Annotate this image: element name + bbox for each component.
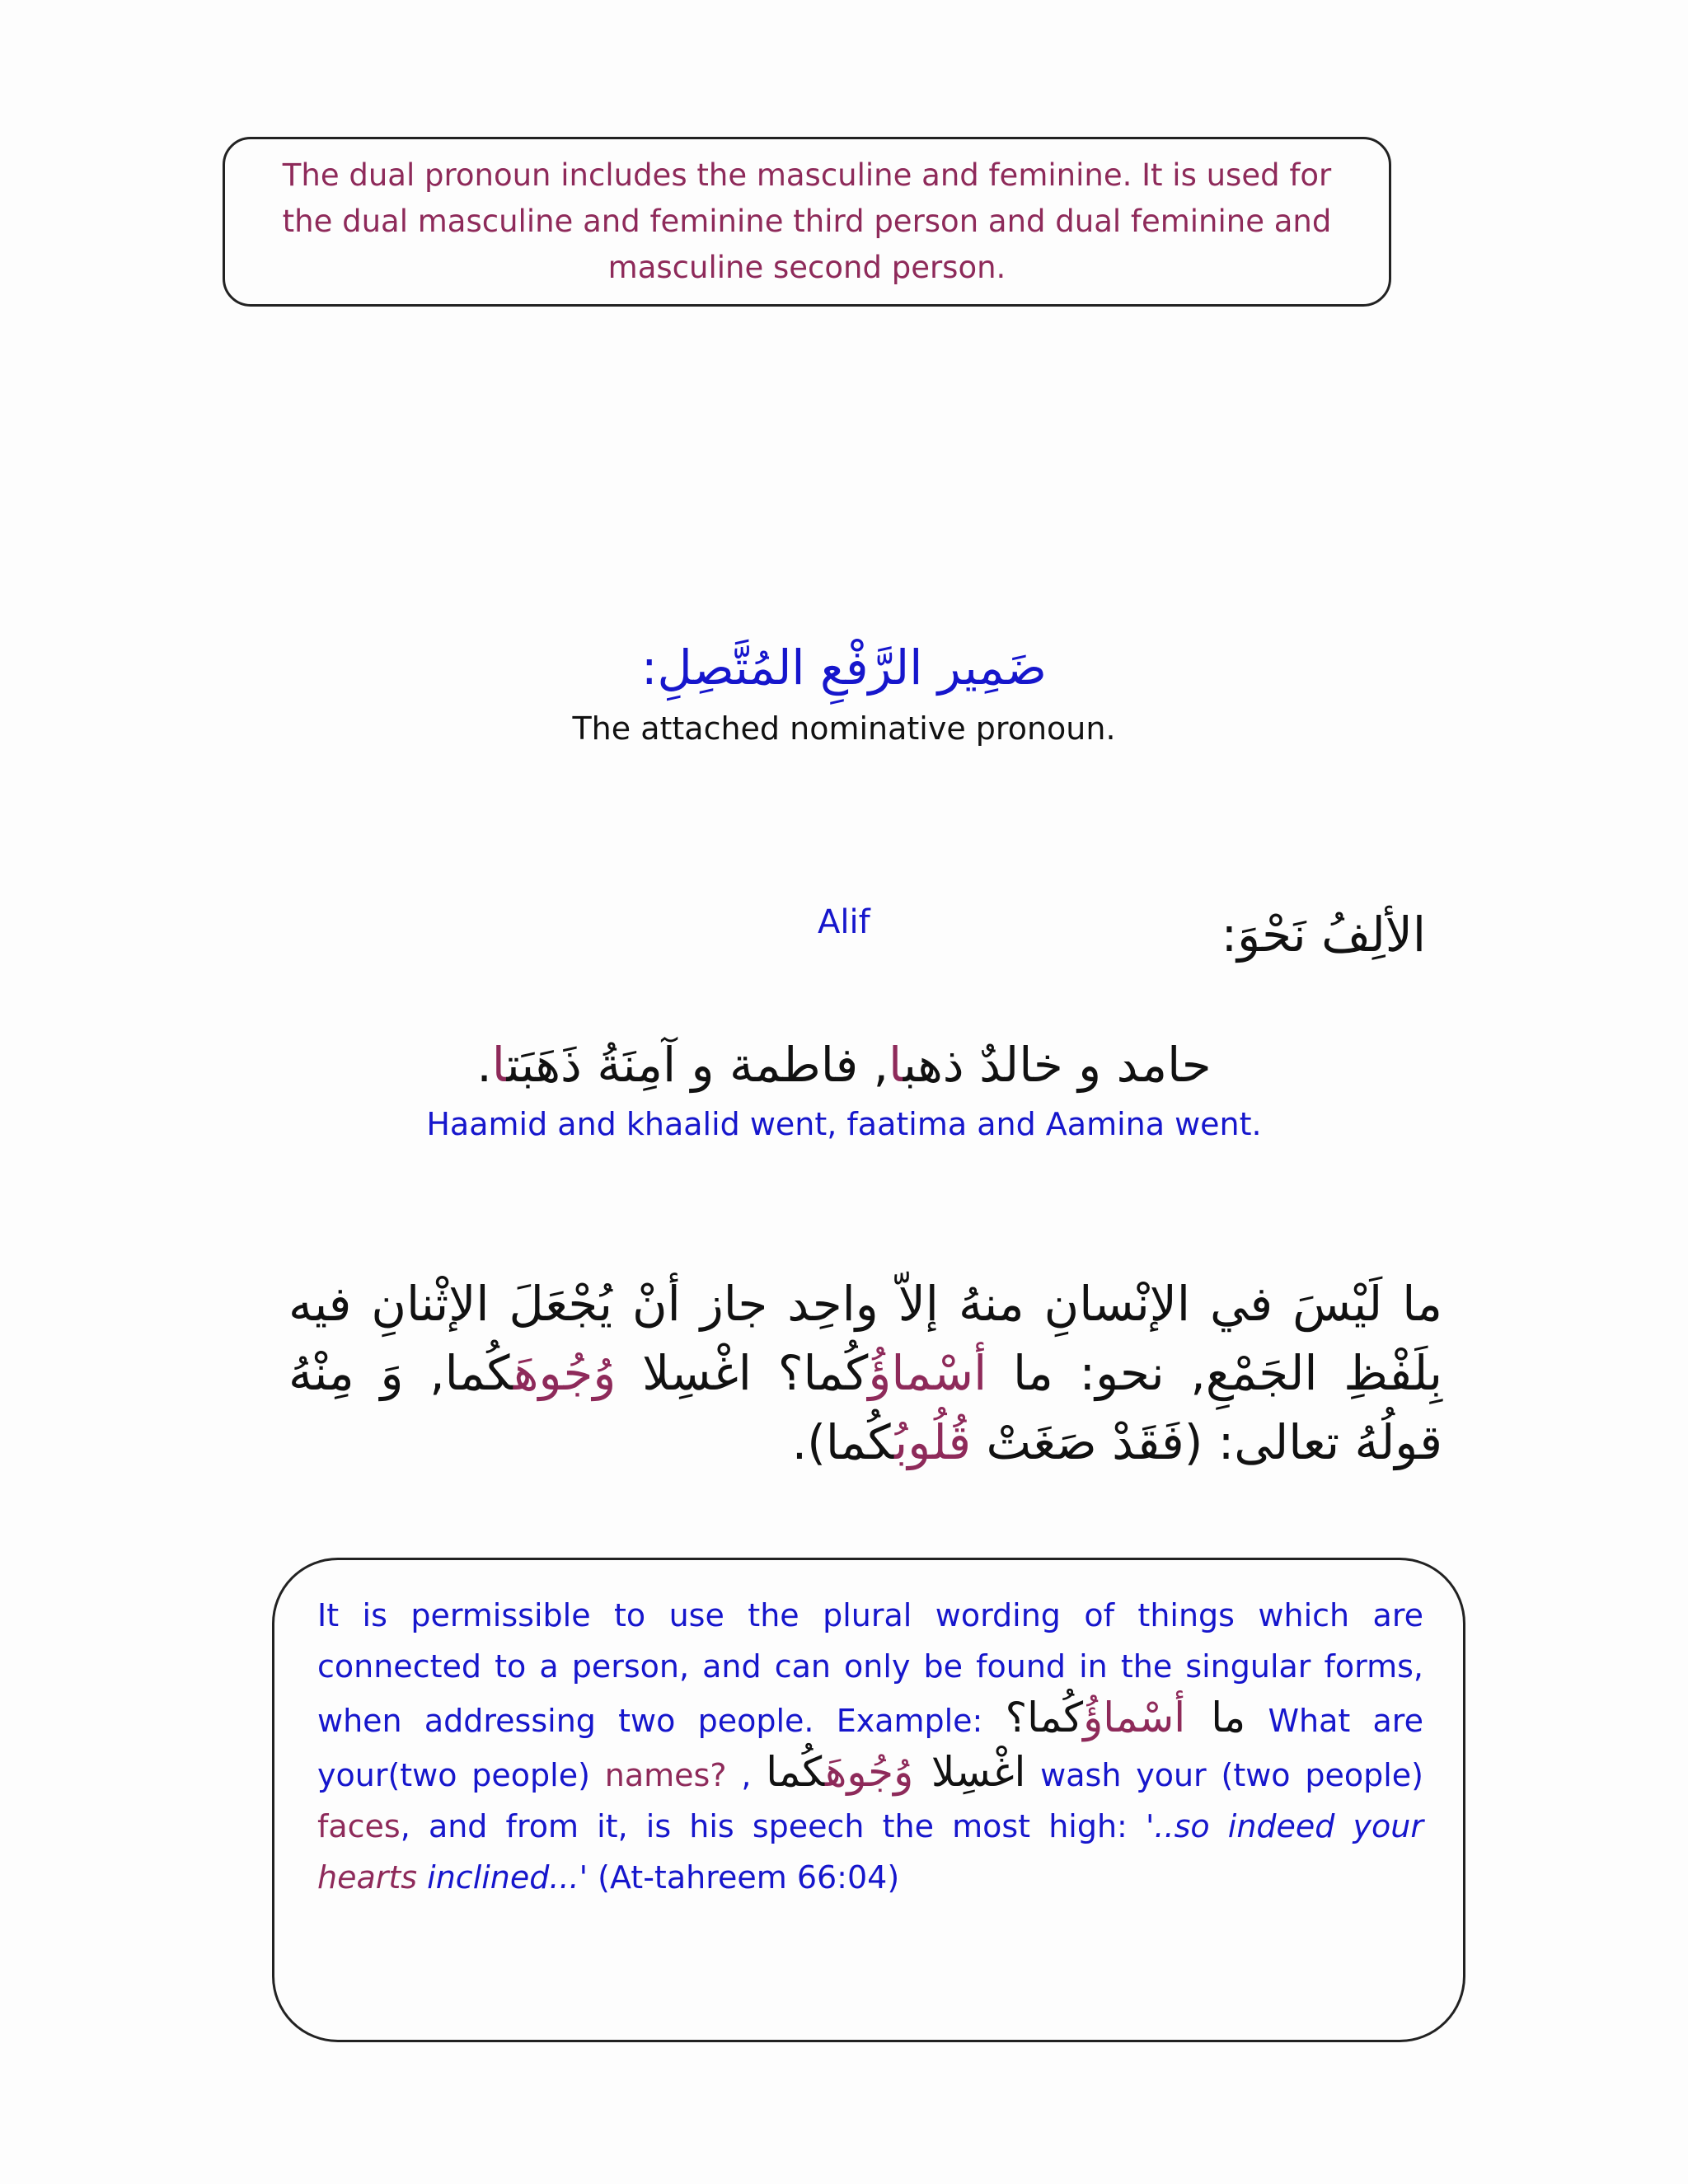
note-quote: inclined...' <box>417 1859 588 1896</box>
note-text: , and from it, is his speech the most high: <box>400 1808 1146 1844</box>
info-box <box>223 137 1391 307</box>
note-arabic-highlight: أسْماؤُ <box>1083 1694 1186 1741</box>
note-arabic-text: كُما <box>766 1748 825 1796</box>
paragraph-highlight: وُجُوهَ <box>513 1345 617 1401</box>
dual-alif-highlight: ا <box>889 1037 903 1093</box>
section-heading-arabic: ضَمِير الرَّفْعِ المُتَّصِلِ: <box>640 640 1048 696</box>
note-text: It is permissible to use the plural wording of things which are connected to a person, and can only be found in the singular forms, when addressing two people. Example: <box>317 1597 1423 1739</box>
note-highlight: names? <box>604 1757 727 1793</box>
note-arabic-text: اغْسِلا <box>913 1748 1026 1796</box>
note-arabic-highlight: وُجُوهَ <box>824 1748 914 1796</box>
alif-label-arabic: الألِفُ نَحْوَ: <box>1221 907 1426 963</box>
note-arabic-example <box>1006 1694 1246 1741</box>
paragraph-text: ما لَيْسَ في الإنْسانِ منهُ إلاّ واحِد جاز أنْ يُجْعَلَ الإثْنانِ فيه بِلَفْظِ الجَمْعِ, نحو: ما <box>288 1276 1443 1401</box>
note-text: What are your(two people) <box>317 1703 1423 1793</box>
note-arabic-text: كُما؟ <box>1005 1694 1084 1741</box>
note-quote-highlight: hearts <box>317 1859 418 1896</box>
note-arabic-example <box>766 1748 1025 1796</box>
paragraph-highlight: قُلُوبُ <box>894 1414 972 1470</box>
paragraph-text: كُما؟ اغْسِلا <box>616 1345 869 1401</box>
section-heading-english: The attached nominative pronoun. <box>572 710 1116 747</box>
example-text: حامد و خالدٌ ذهب <box>903 1037 1212 1093</box>
note-highlight: faces <box>317 1808 401 1844</box>
info-box-text: The dual pronoun includes the masculine and feminine. It is used for the dual masculine and feminine third person and dual feminine and masculine second person. <box>282 157 1332 285</box>
note-box-text <box>317 1590 1423 1903</box>
note-reference: (At-tahreem 66:04) <box>588 1859 900 1896</box>
alif-label-english: Alif <box>818 903 870 941</box>
note-quote: '..so indeed your <box>1145 1808 1423 1844</box>
example-sentence-arabic <box>0 1037 1688 1093</box>
example-sentence-english: Haamid and khaalid went, faatima and Aamina went. <box>426 1106 1262 1142</box>
paragraph-highlight: أسْماؤُ <box>868 1345 987 1401</box>
example-text: , فاطمة و آمِنَةُ ذَهَبَت <box>506 1037 889 1093</box>
note-text: wash your (two people) <box>1025 1757 1423 1793</box>
arabic-rule-paragraph <box>288 1269 1442 1477</box>
note-box <box>272 1558 1465 2042</box>
example-text: . <box>476 1037 492 1093</box>
note-text: , <box>726 1757 767 1793</box>
paragraph-text: كُما). <box>791 1414 895 1470</box>
dual-alif-highlight: ا <box>491 1037 507 1093</box>
paragraph-text: كُما, وَ مِنْهُ قولُهُ تعالى: (فَقَدْ صَغَتْ <box>288 1345 1442 1470</box>
note-arabic-text: ما <box>1185 1694 1246 1741</box>
